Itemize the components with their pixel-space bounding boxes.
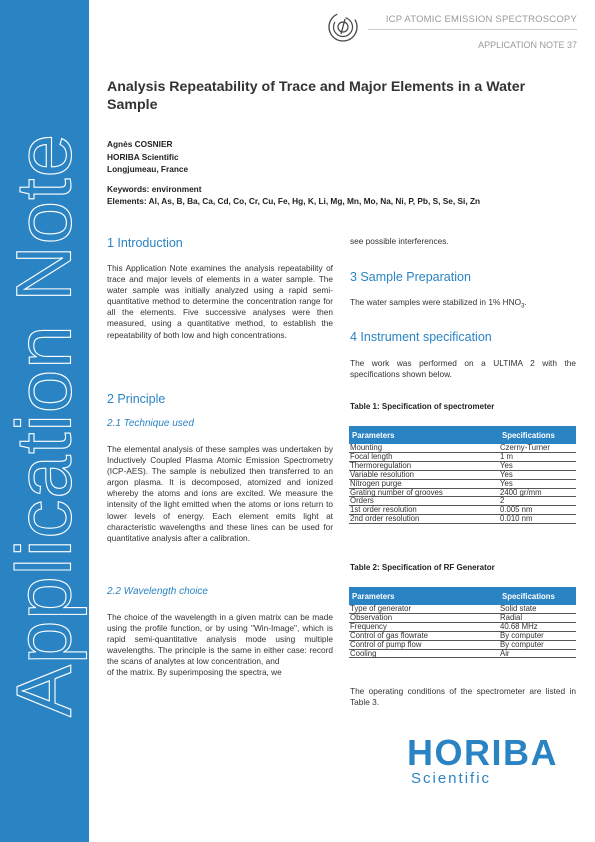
table2-caption: Table 2: Specification of RF Generator	[350, 563, 495, 572]
technique-heading: 2.1 Technique used	[107, 418, 194, 429]
specification-cell: By computer	[499, 640, 576, 649]
table-row	[349, 640, 576, 649]
parameter-cell: Type of generator	[349, 605, 499, 613]
table-row	[349, 631, 576, 640]
spectrometer-spec-table	[349, 426, 576, 524]
sidebar-band	[0, 0, 89, 842]
continuation-text: see possible interferences.	[350, 236, 449, 246]
instrument-paragraph: The work was performed on a ULTIMA 2 with the specifications shown below.	[350, 358, 576, 380]
application-note-number: APPLICATION NOTE 37	[478, 40, 577, 50]
application-note-vertical-text: Application Note	[0, 132, 88, 718]
parameter-cell: Nitrogen purge	[349, 479, 499, 488]
keywords-line: Keywords: environment	[107, 184, 202, 194]
parameter-cell: Variable resolution	[349, 470, 499, 479]
specification-cell: Yes	[499, 470, 576, 479]
specification-cell: 1 m	[499, 452, 576, 461]
specification-cell: 2400 gr/mm	[499, 488, 576, 497]
brand-subtitle: Scientific	[411, 770, 492, 787]
table-header-cell: Specifications	[499, 426, 576, 444]
instrument-heading: 4 Instrument specification	[350, 330, 492, 344]
sample-preparation-paragraph	[350, 297, 576, 313]
specification-cell: 0.005 nm	[499, 506, 576, 515]
table-header-cell: Parameters	[349, 587, 499, 605]
header-divider	[368, 29, 577, 30]
parameter-cell: Focal length	[349, 452, 499, 461]
parameter-cell: 1st order resolution	[349, 506, 499, 515]
specification-cell: Czerny-Turner	[499, 444, 576, 452]
table-row	[349, 622, 576, 631]
specification-cell: By computer	[499, 631, 576, 640]
technique-paragraph: The elemental analysis of these samples was undertaken by Inductively Coupled Plasma Atomic Emission Spectrometry (ICP-AES). The sample is nebulized then transferred to an argon plasma. It is decomposed, atomized and ionized whereby the atoms and ions are excited. We measure the intensity of the light emitted when the atoms or ions return to lower levels of energy. Each element emits light at characteristic wavelengths and these lines can be used for quantitative analysis after a calibration.	[107, 444, 333, 543]
specification-cell: 0.010 nm	[499, 515, 576, 524]
horiba-scientific-logo	[407, 732, 575, 787]
parameter-cell: Orders	[349, 497, 499, 506]
rf-generator-spec-table	[349, 587, 576, 658]
sample-subscript: 3	[521, 303, 525, 310]
wavelength-paragraph	[107, 612, 333, 679]
specification-cell: 2	[499, 497, 576, 506]
table-row	[349, 515, 576, 524]
sample-text: The water samples were stabilized in 1% HNO	[350, 297, 522, 307]
table-row	[349, 479, 576, 488]
introduction-paragraph: This Application Note examines the analysis repeatability of trace and major levels of elements in a water sample. The water sample was initially analyzed using a rapid semi-quantitative method to determine the concentration range for all the elements. Five successive analyses were then measured, using a quantitative method, to establish the repeatability of both low and high concentrations.	[107, 263, 333, 340]
wavelength-text-1: The choice of the wavelength in a given matrix can be made using the profile function, or by using "Win-Image", which is rapid semi-quantitative analysis mode using multiple wavelengths. The principle is the same in either case: record the scans of analytes at low concentration, and	[107, 612, 333, 667]
sample-period: .	[524, 297, 527, 307]
principle-heading: 2 Principle	[107, 392, 166, 406]
document-title: Analysis Repeatability of Trace and Major Elements in a Water Sample	[107, 79, 526, 113]
elements-line: Elements: Al, As, B, Ba, Ca, Cd, Co, Cr, Cu, Fe, Hg, K, Li, Mg, Mn, Mo, Na, Ni, P, Pb, S, Se, Si, Zn	[107, 195, 481, 206]
parameter-cell: 2nd order resolution	[349, 515, 499, 524]
sample-preparation-heading: 3 Sample Preparation	[350, 270, 471, 284]
table-row	[349, 649, 576, 658]
author-block	[107, 138, 188, 176]
horiba-swirl-icon	[326, 10, 360, 44]
brand-name: HORIBA	[407, 732, 558, 773]
table-row	[349, 613, 576, 622]
specification-cell: Air	[499, 649, 576, 658]
parameter-cell: Frequency	[349, 622, 499, 631]
specification-cell: Yes	[499, 479, 576, 488]
wavelength-text-2: of the matrix. By superimposing the spectra, we	[107, 667, 282, 678]
table-row	[349, 470, 576, 479]
specification-cell: Solid state	[499, 605, 576, 613]
parameter-cell: Mounting	[349, 444, 499, 452]
keywords-block	[107, 184, 577, 207]
parameter-cell: Control of gas flowrate	[349, 631, 499, 640]
parameter-cell: Cooling	[349, 649, 499, 658]
wavelength-heading: 2.2 Wavelength choice	[107, 586, 208, 597]
introduction-heading: 1 Introduction	[107, 236, 183, 250]
table-header-row	[349, 426, 576, 444]
author-location: Longjumeau, France	[107, 164, 189, 174]
parameter-cell: Control of pump flow	[349, 640, 499, 649]
specification-cell: Yes	[499, 461, 576, 470]
specification-cell: 40.68 MHz	[499, 622, 576, 631]
closing-paragraph: The operating conditions of the spectrometer are listed in Table 3.	[350, 686, 576, 708]
author-name: Agnès COSNIER	[107, 139, 173, 149]
table-header-row	[349, 587, 576, 605]
author-company: HORIBA Scientific	[107, 151, 179, 162]
table-header-cell: Specifications	[499, 587, 576, 605]
table1-caption: Table 1: Specification of spectrometer	[350, 402, 495, 411]
table-header-cell: Parameters	[349, 426, 499, 444]
parameter-cell: Thermoregulation	[349, 461, 499, 470]
table-row	[349, 488, 576, 497]
specification-cell: Radial	[499, 613, 576, 622]
parameter-cell: Grating number of grooves	[349, 488, 499, 497]
parameter-cell: Observation	[349, 613, 499, 622]
table-row	[349, 452, 576, 461]
series-header: ICP ATOMIC EMISSION SPECTROSCOPY	[385, 14, 577, 25]
table-row	[349, 461, 576, 470]
